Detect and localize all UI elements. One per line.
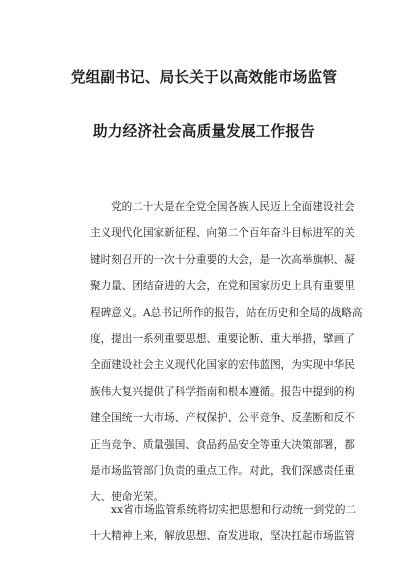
document-title-line-1: 党组副书记、局长关于以高效能市场监管 [70, 69, 338, 86]
paragraph-line: 聚力量、团结奋进的大会，在党和国家历史上具有重要里 [90, 280, 355, 293]
paragraph-line: 是市场监管部门负责的重点工作。对此，我们深感责任重 [90, 464, 355, 477]
paragraph-line: 度，提出一系列重要思想、重要论断、重大举措，擘画了 [90, 332, 355, 345]
paragraph-line: 键时刻召开的一次十分重要的大会，是一次高举旗帜、凝 [90, 253, 355, 266]
paragraph-line: 十大精神上来，解放思想、奋发进取，坚决扛起市场监管 [90, 530, 355, 543]
paragraph-line: 主义现代化国家新征程、向第二个百年奋斗目标进军的关 [90, 227, 355, 240]
paragraph-line: 族伟大复兴提供了科学指南和根本遵循。报告中提到的构 [90, 385, 355, 398]
paragraph-line: 大、使命光荣。 [90, 491, 165, 504]
paragraph-line: 全面建设社会主义现代化国家的宏伟蓝图，为实现中华民 [90, 359, 355, 372]
paragraph-line: xx省市场监管系统将切实把思想和行动统一到党的二 [111, 504, 357, 516]
paragraph-line: 程碑意义。A总书记所作的报告，站在历史和全局的战略高 [90, 306, 363, 319]
body-paragraph-2 [90, 497, 357, 550]
paragraph-line: 党的二十大是在全党全国各族人民迈上全面建设社会 [111, 201, 355, 213]
body-paragraph-1 [90, 194, 363, 511]
document-title-line-2: 助力经济社会高质量发展工作报告 [93, 123, 315, 140]
paragraph-line: 建全国统一大市场、产权保护、公平竞争、反垄断和反不 [90, 412, 355, 425]
paragraph-line: 正当竞争、质量强国、食品药品安全等重大决策部署，都 [90, 438, 355, 451]
